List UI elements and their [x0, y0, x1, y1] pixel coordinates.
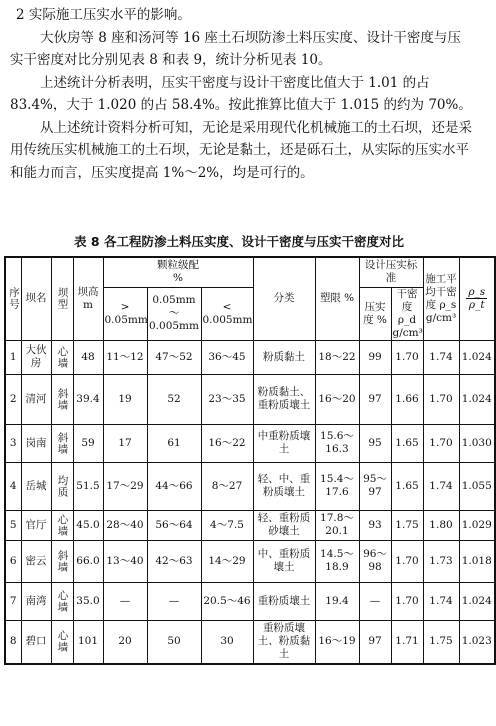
header-dam: 坝名 [21, 257, 51, 340]
cell-no: 4 [5, 462, 21, 510]
table-row [5, 540, 495, 582]
cell-class: 粉质黏土、重粉质壤土 [253, 374, 315, 424]
cell-ratio: 1.023 [459, 620, 495, 664]
cell-dam: 南湾 [21, 582, 51, 620]
cell-g3: 23～35 [201, 374, 253, 424]
cell-g2: 47～52 [147, 340, 201, 374]
cell-no: 7 [5, 582, 21, 620]
cell-type: 斜墙 [51, 540, 73, 582]
cell-no: 8 [5, 620, 21, 664]
cell-g2: 42～63 [147, 540, 201, 582]
cell-compaction: 99 [359, 340, 391, 374]
cell-compaction: 96～98 [359, 540, 391, 582]
header-design: 设计压实标准 [359, 257, 423, 287]
cell-construction: 1.73 [423, 540, 459, 582]
cell-dry: 1.70 [391, 582, 423, 620]
body-text [10, 4, 472, 184]
cell-dam: 大伙房 [21, 340, 51, 374]
cell-ratio: 1.018 [459, 540, 495, 582]
cell-g1: 13～40 [103, 540, 147, 582]
table-row [5, 462, 495, 510]
cell-ratio: 1.055 [459, 462, 495, 510]
table-row [5, 582, 495, 620]
cell-g2: 56～64 [147, 510, 201, 540]
cell-type: 心墙 [51, 582, 73, 620]
cell-dry: 1.70 [391, 540, 423, 582]
cell-type: 心墙 [51, 620, 73, 664]
cell-dam: 清河 [21, 374, 51, 424]
cell-construction: 1.74 [423, 462, 459, 510]
cell-no: 6 [5, 540, 21, 582]
cell-height: 59 [73, 424, 103, 462]
header-construction: 施工平均干密度 ρ_s g/cm³ [423, 257, 459, 340]
header-class: 分类 [253, 257, 315, 340]
cell-class: 中重粉质壤土 [253, 424, 315, 462]
cell-g2: 50 [147, 620, 201, 664]
cell-class: 轻、重粉质砂壤土 [253, 510, 315, 540]
header-g3: < 0.005mm [201, 287, 253, 340]
cell-type: 斜墙 [51, 424, 73, 462]
section-heading: 2 实际施工压实水平的影响。 [16, 7, 191, 23]
cell-dry: 1.71 [391, 620, 423, 664]
cell-class: 重粉质壤土、粉质黏土 [253, 620, 315, 664]
cell-class: 粉质黏土 [253, 340, 315, 374]
cell-height: 101 [73, 620, 103, 664]
cell-construction: 1.75 [423, 620, 459, 664]
paragraph-1: 大伙房等 8 座和汤河等 16 座土石坝防渗土料压实度、设计干密度与压实干密度对比分别见表 8 和表 9，统计分析见表 10。 [10, 29, 461, 68]
cell-g1: 17～29 [103, 462, 147, 510]
paragraph-3: 从上述统计资料分析可知，无论是采用现代化机械施工的土石坝，还是采用传统压实机械施工的土石坝，无论是黏土，还是砾石土，从实际的压实水平和能力而言，压实度提高 1%～2%，均是可行的。 [10, 119, 472, 181]
cell-compaction: 95 [359, 424, 391, 462]
cell-dam: 岗南 [21, 424, 51, 462]
table-row [5, 620, 495, 664]
cell-type: 均质 [51, 462, 73, 510]
cell-no: 1 [5, 340, 21, 374]
cell-type: 斜墙 [51, 374, 73, 424]
cell-plastic: 14.5～18.9 [315, 540, 359, 582]
header-type: 坝型 [51, 257, 73, 340]
header-grading: 颗粒级配 % [103, 257, 253, 287]
cell-g2: 61 [147, 424, 201, 462]
cell-compaction: 93 [359, 510, 391, 540]
table-row [5, 510, 495, 540]
cell-class: 中、重粉质壤土 [253, 540, 315, 582]
table-row [5, 340, 495, 374]
cell-compaction: 95～97 [359, 462, 391, 510]
cell-height: 35.0 [73, 582, 103, 620]
cell-g3: 36～45 [201, 340, 253, 374]
cell-dam: 官厅 [21, 510, 51, 540]
cell-ratio: 1.024 [459, 374, 495, 424]
cell-construction: 1.70 [423, 374, 459, 424]
cell-dry: 1.70 [391, 340, 423, 374]
cell-ratio: 1.024 [459, 340, 495, 374]
cell-class: 轻、中、重粉质壤土 [253, 462, 315, 510]
cell-g3: 14～29 [201, 540, 253, 582]
cell-dry: 1.65 [391, 424, 423, 462]
cell-no: 3 [5, 424, 21, 462]
header-plastic: 塑限 % [315, 257, 359, 340]
cell-g1: — [103, 582, 147, 620]
cell-dry: 1.75 [391, 510, 423, 540]
cell-type: 心墙 [51, 510, 73, 540]
comparison-table [4, 256, 496, 665]
cell-construction: 1.74 [423, 340, 459, 374]
header-dry-density: 干密度 ρ_d g/cm³ [392, 287, 423, 339]
cell-class: 重粉质壤土 [253, 582, 315, 620]
cell-ratio: 1.029 [459, 510, 495, 540]
cell-g2: 52 [147, 374, 201, 424]
cell-height: 39.4 [73, 374, 103, 424]
cell-g1: 11～12 [103, 340, 147, 374]
cell-construction: 1.70 [423, 424, 459, 462]
cell-plastic: 15.6～16.3 [315, 424, 359, 462]
cell-g2: — [147, 582, 201, 620]
header-compaction: 压实度 % [359, 287, 391, 340]
cell-construction: 1.74 [423, 582, 459, 620]
cell-g1: 19 [103, 374, 147, 424]
header-g2: 0.05mm ～ 0.005mm [147, 287, 201, 340]
cell-g1: 28～40 [103, 510, 147, 540]
cell-g1: 20 [103, 620, 147, 664]
cell-plastic: 16～20 [315, 374, 359, 424]
cell-plastic: 18～22 [315, 340, 359, 374]
table-row [5, 424, 495, 462]
cell-compaction: 97 [359, 620, 391, 664]
cell-height: 51.5 [73, 462, 103, 510]
cell-height: 66.0 [73, 540, 103, 582]
cell-no: 2 [5, 374, 21, 424]
cell-plastic: 19.4 [315, 582, 359, 620]
header-ratio: $\frac{\rho\_s}{\rho\_t}$ [459, 257, 495, 340]
cell-g3: 30 [201, 620, 253, 664]
header-height: 坝高 m [73, 257, 103, 340]
cell-ratio: 1.024 [459, 582, 495, 620]
cell-g3: 8～27 [201, 462, 253, 510]
table-row [5, 374, 495, 424]
cell-dry: 1.65 [391, 462, 423, 510]
cell-g3: 16～22 [201, 424, 253, 462]
cell-plastic: 15.4～17.6 [315, 462, 359, 510]
cell-g1: 17 [103, 424, 147, 462]
cell-plastic: 17.8～20.1 [315, 510, 359, 540]
header-g1: > 0.05mm [103, 287, 147, 340]
cell-no: 5 [5, 510, 21, 540]
cell-plastic: 16～19 [315, 620, 359, 664]
cell-construction: 1.80 [423, 510, 459, 540]
cell-compaction: 97 [359, 374, 391, 424]
table-caption: 表 8 各工程防渗土料压实度、设计干密度与压实干密度对比 [74, 234, 404, 249]
cell-height: 48 [73, 340, 103, 374]
cell-g3: 4～7.5 [201, 510, 253, 540]
cell-dam: 碧口 [21, 620, 51, 664]
cell-g2: 44～66 [147, 462, 201, 510]
paragraph-2: 上述统计分析表明，压实干密度与设计干密度比值大于 1.01 的占 83.4%，大于 1.020 的占 58.4%。按此推算比值大于 1.015 的约为 70%。 [10, 74, 472, 113]
cell-g3: 20.5～46 [201, 582, 253, 620]
cell-dam: 岳城 [21, 462, 51, 510]
cell-height: 45.0 [73, 510, 103, 540]
cell-dry: 1.66 [391, 374, 423, 424]
cell-compaction: — [359, 582, 391, 620]
header-no: 序号 [5, 257, 21, 340]
cell-type: 心墙 [51, 340, 73, 374]
cell-ratio: 1.030 [459, 424, 495, 462]
cell-dam: 密云 [21, 540, 51, 582]
